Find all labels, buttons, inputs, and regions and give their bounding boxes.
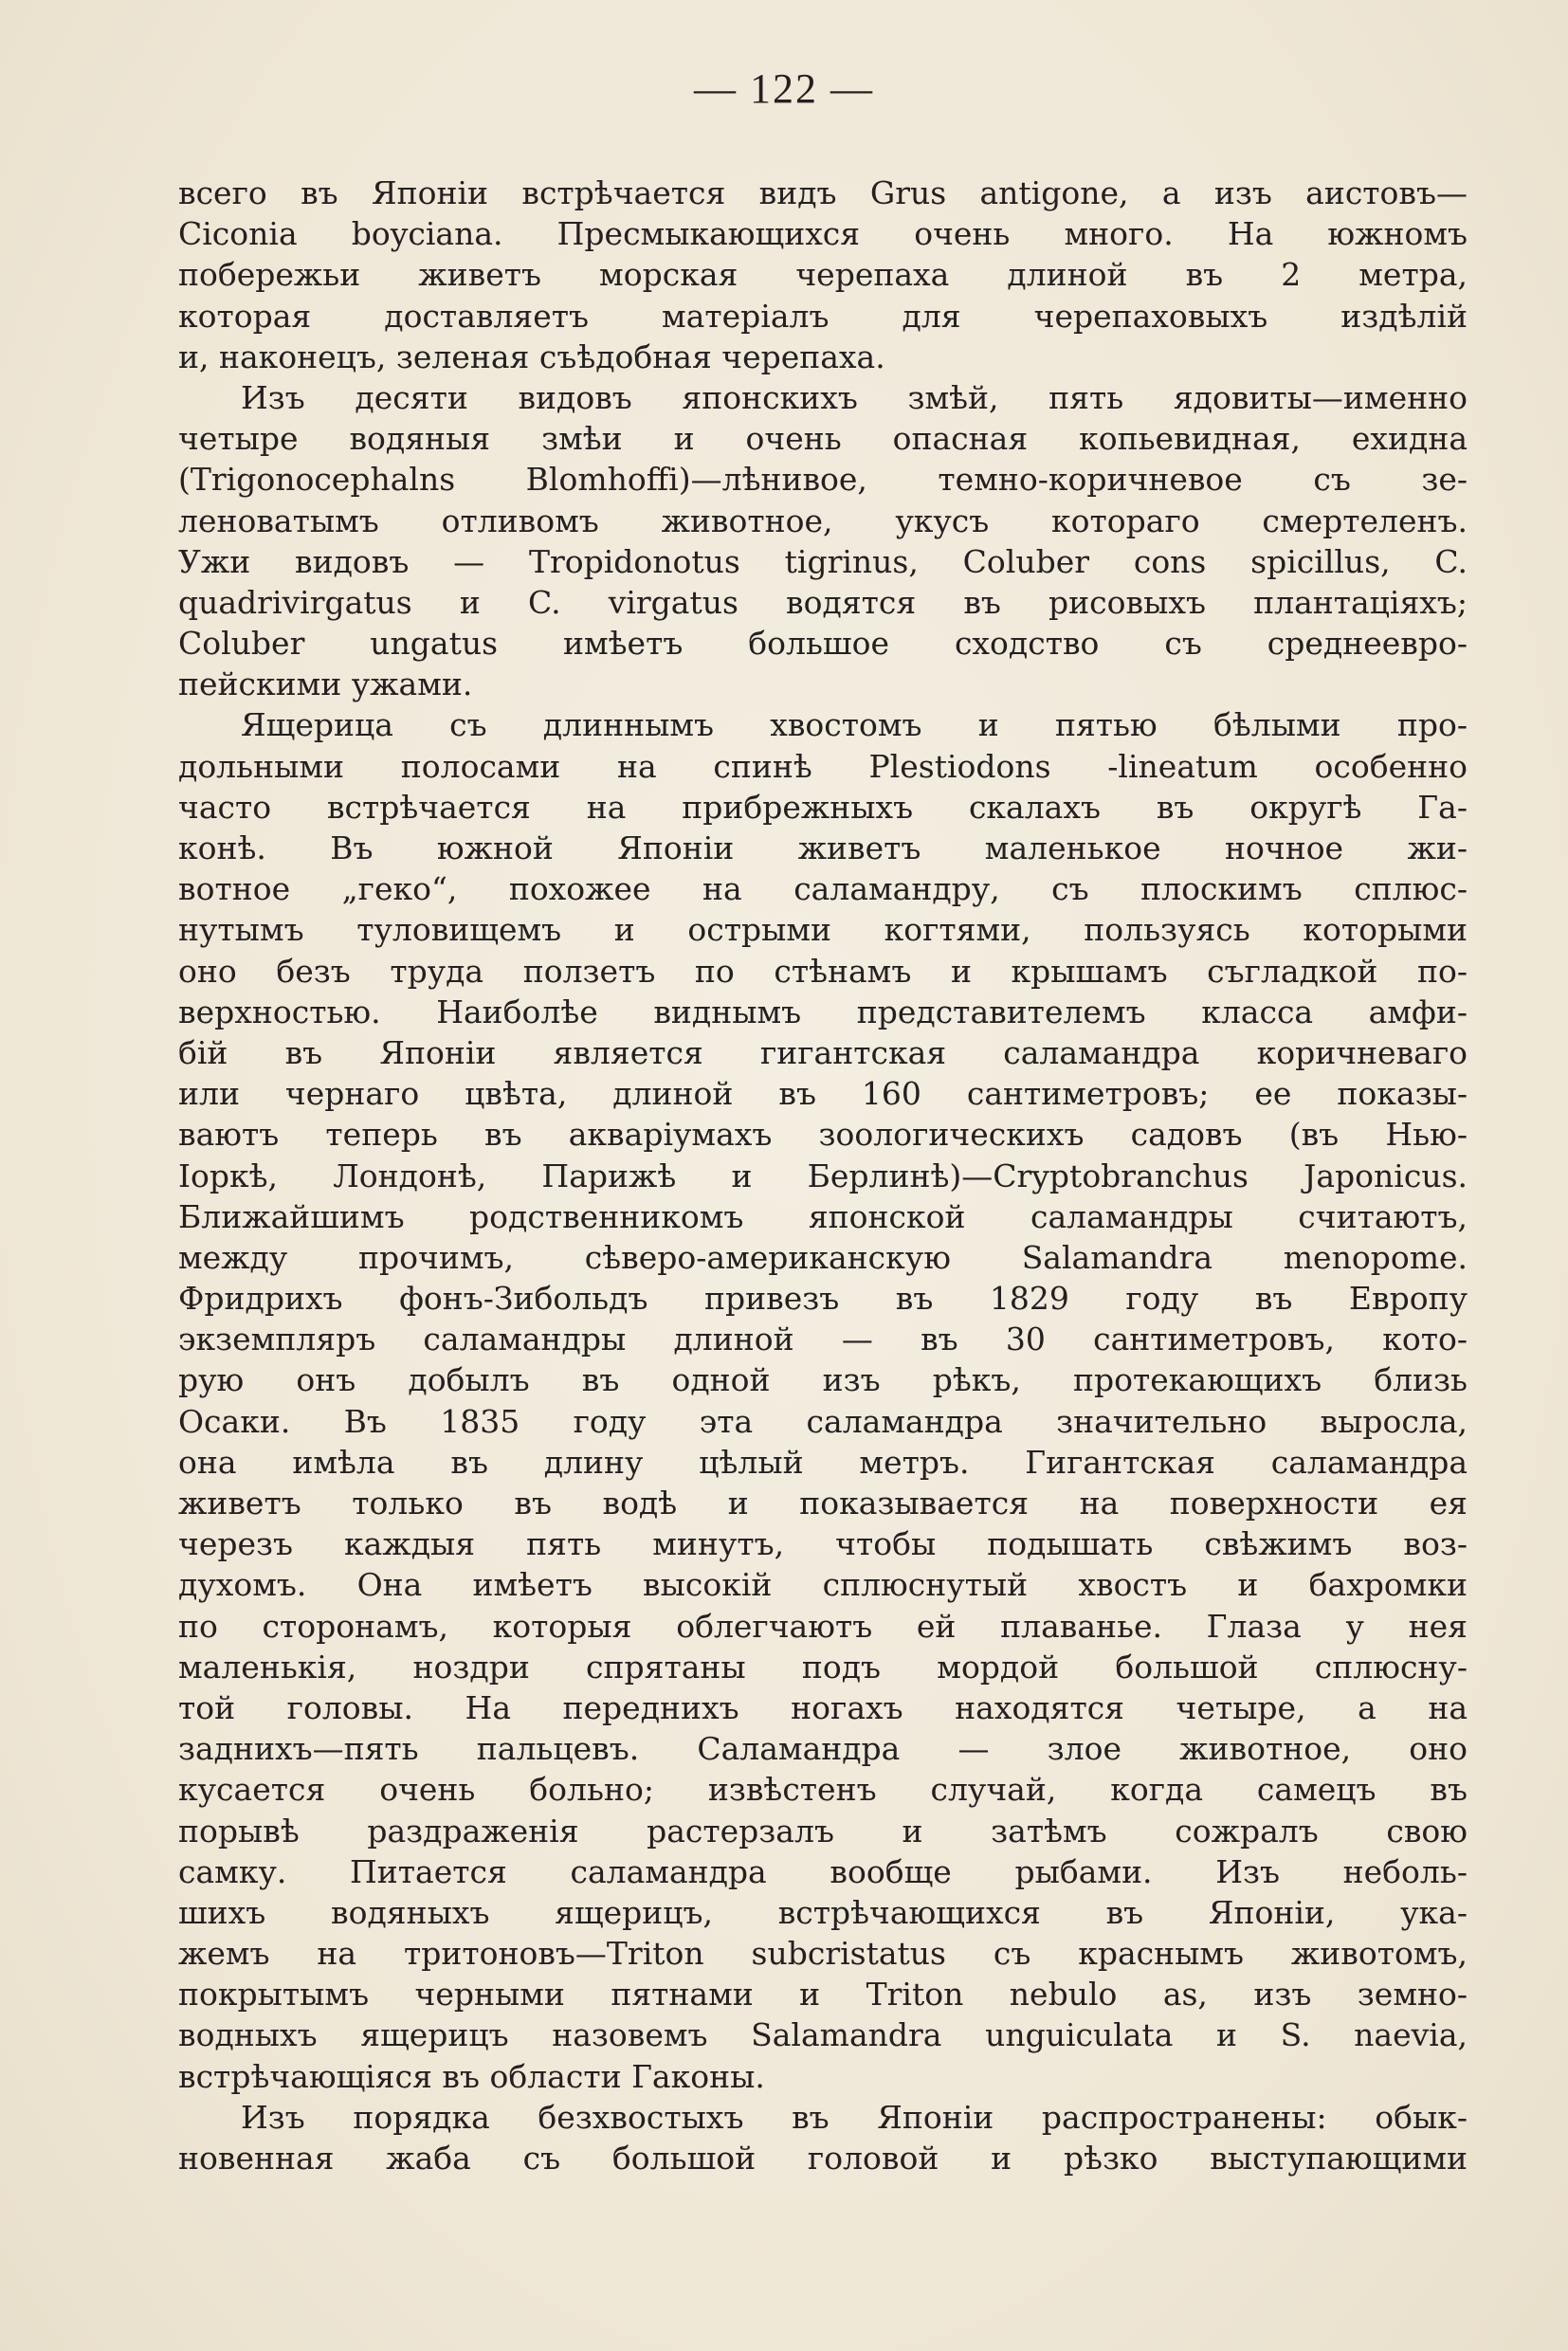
text-line: Ближайшимъ родственникомъ японской саламандры считаютъ, <box>178 1197 1468 1235</box>
body-text <box>178 173 1468 2178</box>
paragraph-start-line: Ящерица съ длиннымъ хвостомъ и пятью бѣлыми про- <box>241 706 1468 744</box>
text-line: вотное „геко“, похожее на саламандру, съ плоскимъ сплюс- <box>178 870 1468 908</box>
text-line: между прочимъ, сѣверо-американскую Salamandra menopome. <box>178 1238 1468 1276</box>
text-line: той головы. На переднихъ ногахъ находятся четыре, а на <box>178 1688 1468 1726</box>
text-line: шихъ водяныхъ ящерицъ, встрѣчающихся въ Японіи, ука- <box>178 1893 1468 1931</box>
text-line: quadrivirgatus и C. virgatus водятся въ рисовыхъ плантаціяхъ; <box>178 583 1468 621</box>
text-line: часто встрѣчается на прибрежныхъ скалахъ въ округѣ Га- <box>178 788 1468 826</box>
text-line: заднихъ—пять пальцевъ. Саламандра — злое животное, оно <box>178 1730 1468 1768</box>
text-line: водныхъ ящерицъ назовемъ Salamandra unguiculata и S. naevia, <box>178 2016 1468 2054</box>
text-line: (Trigonocephalns Blomhoffi)—лѣнивое, темно-коричневое съ зе- <box>178 461 1468 499</box>
text-line: четыре водяныя змѣи и очень опасная копьевидная, ехидна <box>178 420 1468 458</box>
text-line: дольными полосами на спинѣ Plestiodons -lineatum особенно <box>178 747 1468 785</box>
text-line: или чернаго цвѣта, длиной въ 160 сантиметровъ; ее показы- <box>178 1075 1468 1113</box>
text-line: живетъ только въ водѣ и показывается на поверхности ея <box>178 1485 1468 1522</box>
text-line: встрѣчающіяся въ области Гаконы. <box>178 2057 765 2095</box>
text-line: Іоркѣ, Лондонѣ, Парижѣ и Берлинѣ)—Cryptobranchus Japonicus. <box>178 1157 1468 1194</box>
text-line: которая доставляетъ матеріалъ для черепаховыхъ издѣлій <box>178 297 1468 335</box>
text-line: ваютъ теперь въ акваріумахъ зоологическихъ садовъ (въ Нью- <box>178 1116 1468 1154</box>
text-line: оно безъ труда ползетъ по стѣнамъ и крышамъ съгладкой по- <box>178 952 1468 990</box>
text-line: Ciconia boyciana. Пресмыкающихся очень много. На южномъ <box>178 215 1468 253</box>
text-line: экземпляръ саламандры длиной — въ 30 сантиметровъ, кото- <box>178 1321 1468 1358</box>
paragraph-start-line: Изъ десяти видовъ японскихъ змѣй, пять ядовиты—именно <box>241 378 1468 416</box>
text-line: нутымъ туловищемъ и острыми когтями, пользуясь которыми <box>178 911 1468 949</box>
text-line: порывѣ раздраженія растерзалъ и затѣмъ сожралъ свою <box>178 1812 1468 1850</box>
text-line: Фридрихъ фонъ-Зибольдъ привезъ въ 1829 году въ Европу <box>178 1280 1468 1318</box>
text-line: самку. Питается саламандра вообще рыбами. Изъ неболь- <box>178 1852 1468 1890</box>
text-line: покрытымъ черными пятнами и Triton nebulo as, изъ земно- <box>178 1976 1468 2014</box>
text-line: Ужи видовъ — Tropidonotus tigrinus, Coluber cons spicillus, C. <box>178 542 1468 580</box>
text-line: новенная жаба съ большой головой и рѣзко выступающими <box>178 2140 1468 2177</box>
text-line: всего въ Японіи встрѣчается видъ Grus antigone, а изъ аистовъ— <box>178 174 1468 211</box>
text-line: пейскими ужами. <box>178 665 473 703</box>
text-line: кусается очень больно; извѣстенъ случай, когда самецъ въ <box>178 1771 1468 1809</box>
text-line: верхностью. Наиболѣе виднымъ представителемъ класса амфи- <box>178 993 1468 1030</box>
text-line: и, наконецъ, зеленая съѣдобная черепаха. <box>178 337 885 375</box>
text-line: Осаки. Въ 1835 году эта саламандра значительно выросла, <box>178 1402 1468 1440</box>
text-line: духомъ. Она имѣетъ высокій сплюснутый хвостъ и бахромки <box>178 1566 1468 1604</box>
page-number: — 122 — <box>694 65 874 112</box>
text-line: Coluber ungatus имѣетъ большое сходство съ среднеевро- <box>178 625 1468 663</box>
paragraph-start-line: Изъ порядка безхвостыхъ въ Японіи распространены: обык- <box>241 2098 1468 2136</box>
text-line: жемъ на тритоновъ—Triton subcristatus съ краснымъ животомъ, <box>178 1935 1468 1973</box>
text-line: побережьи живетъ морская черепаха длиной въ 2 метра, <box>178 256 1468 294</box>
text-line: леноватымъ отливомъ животное, укусъ котораго смертеленъ. <box>178 501 1468 539</box>
text-line: она имѣла въ длину цѣлый метръ. Гигантская саламандра <box>178 1443 1468 1481</box>
text-line: черезъ каждыя пять минутъ, чтобы подышать свѣжимъ воз- <box>178 1525 1468 1563</box>
text-line: маленькія, ноздри спрятаны подъ мордой большой сплюсну- <box>178 1648 1468 1686</box>
text-line: рую онъ добылъ въ одной изъ рѣкъ, протекающихъ близь <box>178 1361 1468 1399</box>
text-line: по сторонамъ, которыя облегчаютъ ей плаванье. Глаза у нея <box>178 1607 1468 1645</box>
text-line: бій въ Японіи является гигантская саламандра коричневаго <box>178 1033 1468 1071</box>
text-line: конѣ. Въ южной Японіи живетъ маленькое ночное жи- <box>178 829 1468 866</box>
